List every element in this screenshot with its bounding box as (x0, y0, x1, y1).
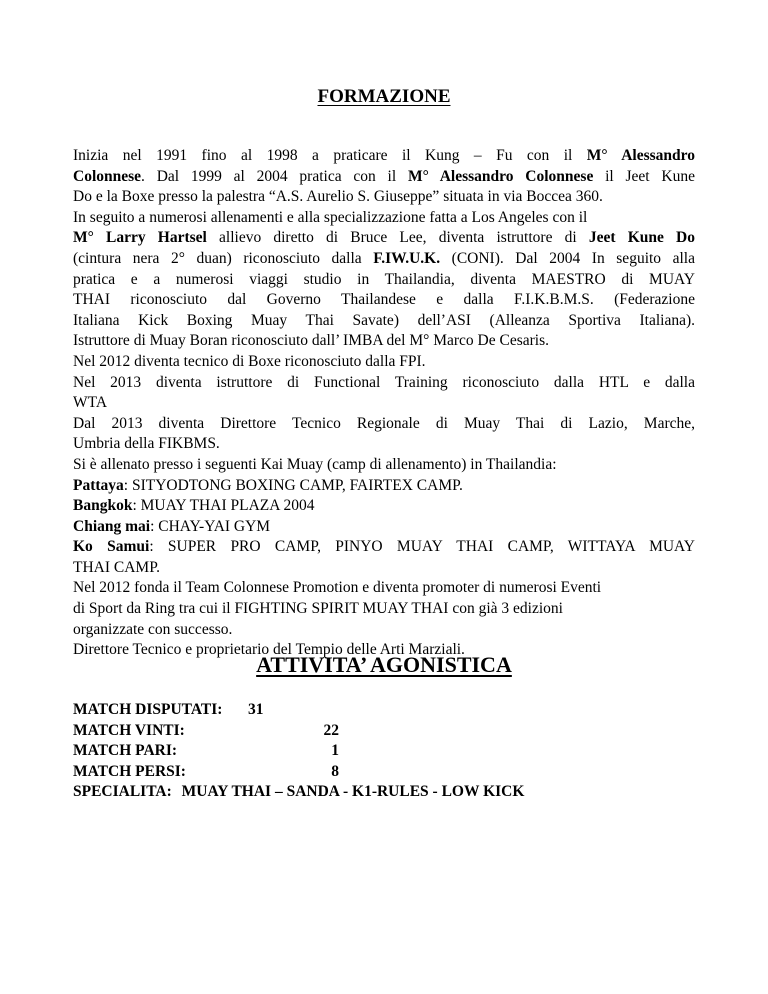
text-run: : SUPER PRO CAMP, PINYO MUAY THAI CAMP, WITTAYA MUAY (149, 538, 696, 556)
paragraph-line (73, 146, 695, 167)
paragraph-line (73, 414, 695, 435)
text-run: di Sport da Ring tra cui il FIGHTING SPIRIT MUAY THAI con già 3 edizioni (73, 600, 563, 618)
bold-text: M° Alessandro Colonnese (407, 167, 594, 185)
paragraph-line (73, 496, 695, 517)
stat-label: SPECIALITA: (73, 783, 172, 801)
paragraph-line (73, 311, 695, 332)
bold-text: Colonnese (73, 167, 142, 185)
text-run: . Dal 1999 al 2004 pratica con il (141, 167, 408, 185)
paragraph-line (73, 187, 695, 208)
formazione-heading: FORMAZIONE (317, 86, 451, 107)
text-run: Umbria della FIKBMS. (73, 435, 220, 453)
paragraph-line (73, 270, 695, 291)
text-run: Nel 2012 diventa tecnico di Boxe riconosciuto dalla FPI. (73, 352, 426, 370)
text-run: Direttore Tecnico e proprietario del Tempio delle Arti Marziali. (73, 641, 465, 659)
stat-label: MATCH DISPUTATI: (73, 701, 223, 718)
text-run: Dal 2013 diventa Direttore Tecnico Regionale di Muay Thai di Lazio, Marche, (73, 414, 695, 432)
stat-value: 8 (331, 762, 339, 780)
stat-value: 31 (248, 701, 264, 718)
paragraph-line (73, 352, 695, 373)
paragraph-line (73, 620, 695, 641)
bold-text: M° Alessandro (586, 147, 695, 164)
text-run: : MUAY THAI PLAZA 2004 (132, 497, 315, 515)
text-run: allievo diretto di Bruce Lee, diventa istruttore di (206, 229, 589, 247)
stat-label: MATCH PARI: (73, 742, 178, 760)
text-run: : CHAY-YAI GYM (150, 517, 271, 535)
bold-text: Ko Samui (73, 538, 150, 556)
stat-row-persi (73, 762, 695, 783)
paragraph-line (73, 455, 695, 476)
text-run: (CONI). Dal 2004 In seguito alla (440, 249, 695, 267)
text-run: Nel 2013 diventa istruttore di Functional Training riconosciuto dalla HTL e dalla (73, 373, 695, 391)
agonistica-heading: ATTIVITA’ AGONISTICA (256, 652, 512, 677)
paragraph-line (73, 434, 695, 455)
bold-text: M° Larry Hartsel (73, 229, 207, 247)
stat-label: MATCH VINTI: (73, 721, 185, 739)
text-run: Do e la Boxe presso la palestra “A.S. Aurelio S. Giuseppe” situata in via Boccea 360. (73, 188, 603, 206)
paragraph-line (73, 537, 695, 558)
text-run: pratica e a numerosi viaggi studio in Thailandia, diventa MAESTRO di MUAY (73, 270, 695, 288)
bold-text: Bangkok (73, 497, 133, 515)
stat-row-vinti (73, 721, 695, 742)
text-run: Italiana Kick Boxing Muay Thai Savate) dell’ASI (Alleanza Sportiva Italiana). (73, 311, 695, 329)
text-run: (cintura nera 2° duan) riconosciuto dalla (73, 249, 374, 267)
paragraph-line (73, 228, 695, 249)
stat-row-disputati (73, 700, 695, 721)
stat-value: 22 (323, 721, 339, 739)
paragraph-line (73, 249, 695, 270)
paragraph-line (73, 290, 695, 311)
bold-text: Pattaya (73, 476, 124, 494)
text-run: Si è allenato presso i seguenti Kai Muay (camp di allenamento) in Thailandia: (73, 455, 557, 473)
text-run: il Jeet Kune (593, 167, 695, 185)
paragraph-line (73, 331, 695, 352)
stats-block (73, 700, 695, 803)
text-run: Istruttore di Muay Boran riconosciuto dall’ IMBA del M° Marco De Cesaris. (73, 332, 549, 350)
paragraph-line (73, 393, 695, 414)
paragraph-line (73, 208, 695, 229)
stat-row-pari (73, 741, 695, 762)
bold-text: Jeet Kune Do (588, 229, 695, 247)
text-run: WTA (73, 394, 108, 412)
stat-label: MATCH PERSI: (73, 762, 186, 780)
paragraph-line (73, 558, 695, 579)
text-run: THAI CAMP. (73, 558, 160, 576)
text-run: : SITYODTONG BOXING CAMP, FAIRTEX CAMP. (123, 476, 463, 494)
paragraph-line (73, 578, 695, 599)
paragraph-line (73, 599, 695, 620)
bold-text: F.IW.U.K. (373, 249, 441, 267)
text-run: organizzate con successo. (73, 620, 233, 638)
paragraph-line (73, 476, 695, 497)
formazione-body (73, 146, 695, 661)
paragraph-line (73, 517, 695, 538)
bold-text: Chiang mai (73, 517, 151, 535)
text-run: Nel 2012 fonda il Team Colonnese Promotion e diventa promoter di numerosi Eventi (73, 579, 602, 597)
text-run: THAI riconosciuto dal Governo Thailandese e dalla F.I.K.B.M.S. (Federazione (73, 291, 695, 309)
stat-value: 1 (331, 742, 339, 760)
stat-row-specialita (73, 782, 695, 803)
paragraph-line (73, 167, 695, 188)
text-run: In seguito a numerosi allenamenti e alla specializzazione fatta a Los Angeles con il (73, 208, 588, 226)
paragraph-line (73, 373, 695, 394)
stat-value: MUAY THAI – SANDA - K1-RULES - LOW KICK (181, 783, 525, 801)
text-run: Inizia nel 1991 fino al 1998 a praticare il Kung – Fu con il (73, 147, 587, 164)
